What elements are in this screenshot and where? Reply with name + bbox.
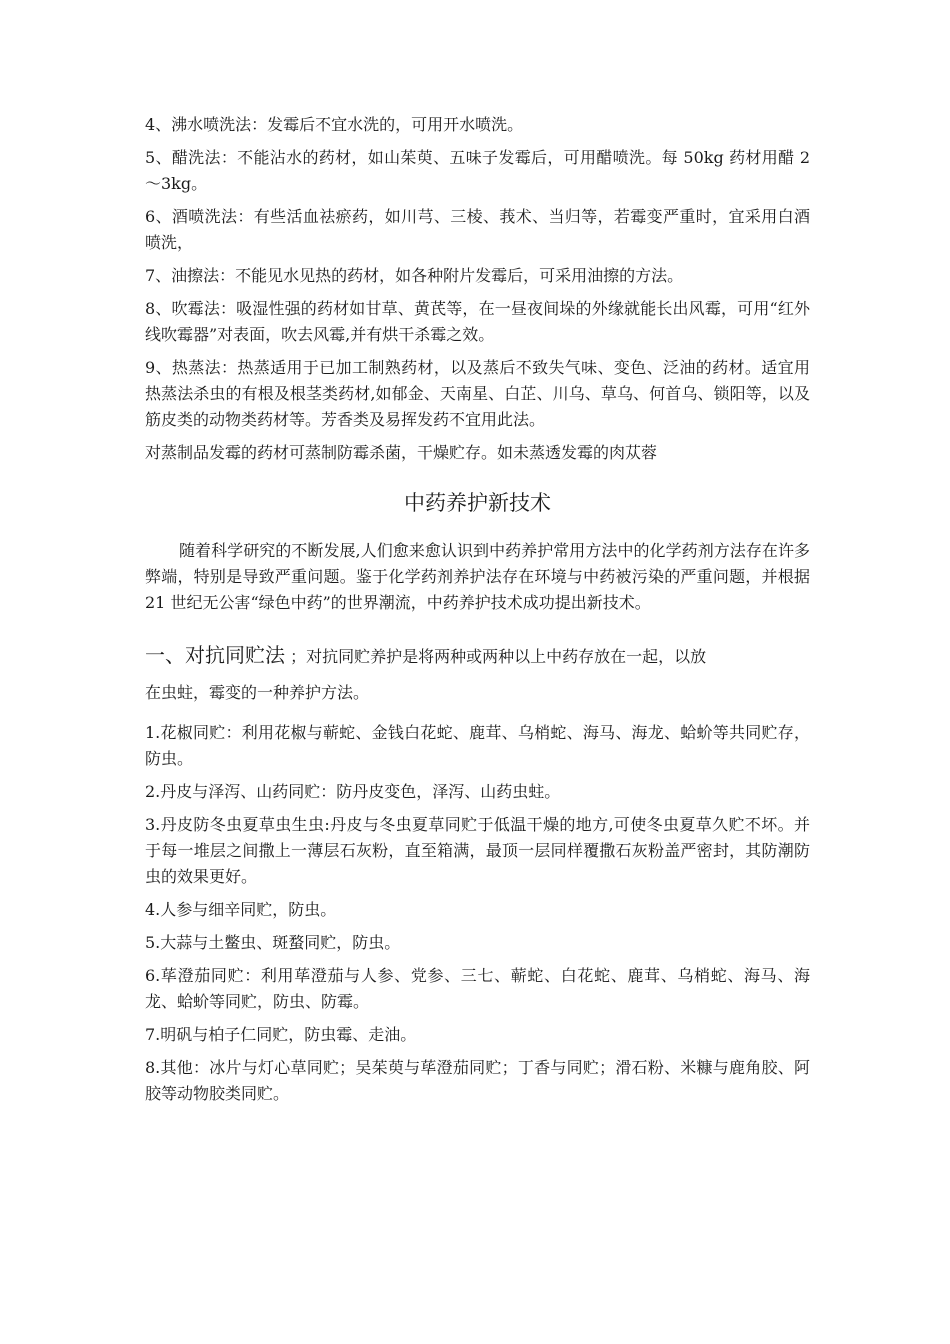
pair-item-3: 3.丹皮防冬虫夏草虫生虫:丹皮与冬虫夏草同贮于低温干燥的地方,可使冬虫夏草久贮不坏。并于每一堆层之间撒上一薄层石灰粉，直至箱满，最顶一层同样覆撒石灰粉盖严密封，其防潮防虫的效果更好。	[145, 815, 810, 886]
section1-continuation: 在虫蛀，霉变的一种养护方法。	[145, 683, 370, 702]
pair-item-2: 2.丹皮与泽泻、山药同贮：防丹皮变色，泽泻、山药虫蛀。	[145, 782, 561, 801]
method-item-6: 6、酒喷洗法：有些活血祛瘀药，如川芎、三棱、莪术、当归等，若霉变严重时，宜采用白酒喷洗，	[145, 207, 810, 252]
method-item-5: 5、醋洗法：不能沾水的药材，如山茱萸、五味子发霉后，可用醋喷洗。每 50kg 药材用醋 2～3kg。	[145, 148, 810, 193]
steaming-note: 对蒸制品发霉的药材可蒸制防霉杀菌，干燥贮存。如未蒸透发霉的肉苁蓉	[145, 443, 658, 462]
section-title: 中药养护新技术	[404, 491, 551, 515]
pair-item-5: 5.大蒜与土鳖虫、斑蝥同贮，防虫。	[145, 933, 401, 952]
method-item-4: 4、沸水喷洗法：发霉后不宜水洗的，可用开水喷洗。	[145, 115, 524, 134]
section1-heading: 一、对抗同贮法	[145, 643, 285, 667]
pair-item-6: 6.荜澄茄同贮：利用荜澄茄与人参、党参、三七、蕲蛇、白花蛇、鹿茸、乌梢蛇、海马、海龙、蛤蚧等同贮，防虫、防霉。	[145, 966, 810, 1011]
section1-description: ；对抗同贮养护是将两种或两种以上中药存放在一起，以放	[290, 647, 707, 666]
method-item-7: 7、油擦法：不能见水见热的药材，如各种附片发霉后，可采用油擦的方法。	[145, 266, 684, 285]
pair-item-4: 4.人参与细辛同贮，防虫。	[145, 900, 337, 919]
pair-item-1: 1.花椒同贮：利用花椒与蕲蛇、金钱白花蛇、鹿茸、乌梢蛇、海马、海龙、蛤蚧等共同贮存，防虫。	[145, 723, 810, 768]
method-item-9: 9、热蒸法：热蒸适用于已加工制熟药材，以及蒸后不致失气味、变色、泛油的药材。适宜用热蒸法杀虫的有根及根茎类药材,如郁金、天南星、白芷、川乌、草乌、何首乌、锁阳等，以及筋皮类的动物类药材等。芳香类及易挥发药不宜用此法。	[145, 358, 810, 429]
pair-item-8: 8.其他：冰片与灯心草同贮；吴茱萸与荜澄茄同贮；丁香与同贮；滑石粉、米糠与鹿角胶、阿胶等动物胶类同贮。	[145, 1058, 810, 1103]
method-item-8: 8、吹霉法：吸湿性强的药材如甘草、黄芪等，在一昼夜间垛的外缘就能长出风霉，可用“红外线吹霉器”对表面，吹去风霉,并有烘干杀霉之效。	[145, 299, 810, 344]
section1-line	[145, 638, 810, 674]
pair-item-7: 7.明矾与柏子仁同贮，防虫霉、走油。	[145, 1025, 417, 1044]
intro-paragraph: 随着科学研究的不断发展,人们愈来愈认识到中药养护常用方法中的化学药剂方法存在许多弊端，特别是导致严重问题。鉴于化学药剂养护法存在环境与中药被污染的严重问题，并根据 21 世纪无公害“绿色中药”的世界潮流，中药养护技术成功提出新技术。	[145, 541, 810, 612]
document-page	[145, 112, 810, 1114]
